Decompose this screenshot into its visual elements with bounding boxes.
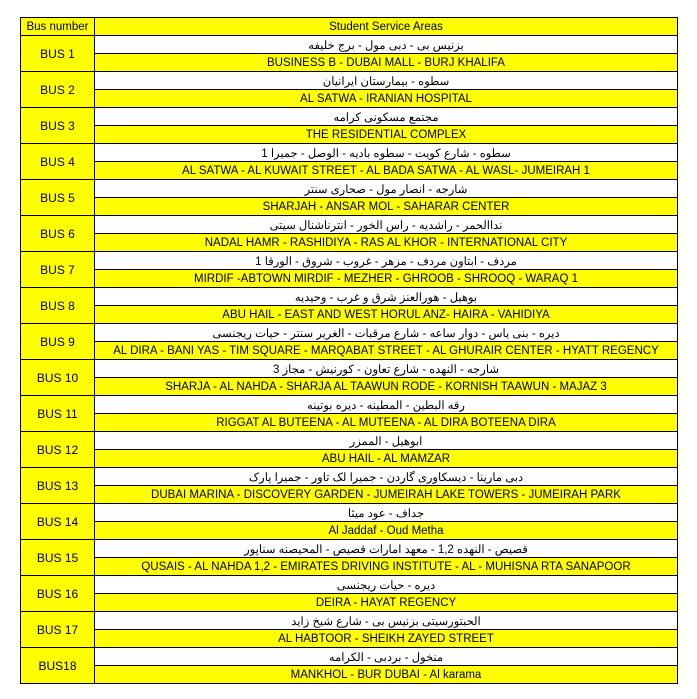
table-row [21, 288, 678, 306]
english-areas-cell: AL SATWA - AL KUWAIT STREET - AL BADA SATWA - AL WASL- JUMEIRAH 1 [95, 162, 678, 180]
table-row [21, 108, 678, 126]
arabic-areas-cell: نداالحمر - راشديه - راس الخور - انترناشنال سيتى [95, 216, 678, 234]
arabic-areas-cell: الحبتورسيتى بزنيس بى - شارع شيخ زايد [95, 612, 678, 630]
arabic-areas-cell: ابوهيل - الممزر [95, 432, 678, 450]
table-row [21, 432, 678, 450]
table-row [21, 342, 678, 360]
table-row [21, 540, 678, 558]
bus-number-cell: BUS 16 [21, 576, 95, 612]
table-row [21, 198, 678, 216]
bus-number-cell: BUS 5 [21, 180, 95, 216]
arabic-areas-cell: منخول - بردبى - الكرامه [95, 648, 678, 666]
table-row [21, 630, 678, 648]
bus-number-cell: BUS 14 [21, 504, 95, 540]
english-areas-cell: MIRDIF -ABTOWN MIRDIF - MEZHER - GHROOB - SHROOQ - WARAQ 1 [95, 270, 678, 288]
arabic-areas-cell: دبى مارينا - ديسكاورى گاردن - جميرا لک تاور - جميرا پارک [95, 468, 678, 486]
english-areas-cell: Al Jaddaf - Oud Metha [95, 522, 678, 540]
table-row [21, 90, 678, 108]
table-row [21, 72, 678, 90]
bus-number-cell: BUS 15 [21, 540, 95, 576]
arabic-areas-cell: سطوه - بيمارستان ايرانيان [95, 72, 678, 90]
bus-number-cell: BUS 13 [21, 468, 95, 504]
bus-number-cell: BUS 12 [21, 432, 95, 468]
bus-number-cell: BUS 7 [21, 252, 95, 288]
arabic-areas-cell: مردف - ابتاون مردف - مزهر - غروب - شروق - الورقا 1 [95, 252, 678, 270]
bus-number-cell: BUS 17 [21, 612, 95, 648]
arabic-areas-cell: قصيص - النهده 1,2 - معهد امارات قصيص - المحيصنه سناپور [95, 540, 678, 558]
arabic-areas-cell: سطوه - شارع كويت - سطوه باديه - الوصل - جميرا 1 [95, 144, 678, 162]
english-areas-cell: THE RESIDENTIAL COMPLEX [95, 126, 678, 144]
table-row [21, 180, 678, 198]
table-row [21, 306, 678, 324]
arabic-areas-cell: مجتمع مسكونى كرامه [95, 108, 678, 126]
table-row [21, 558, 678, 576]
table-row [21, 378, 678, 396]
bus-number-cell: BUS 4 [21, 144, 95, 180]
english-areas-cell: QUSAIS - AL NAHDA 1,2 - EMIRATES DRIVING INSTITUTE - AL - MUHISNA RTA SANAPOOR [95, 558, 678, 576]
bus-number-cell: BUS18 [21, 648, 95, 684]
english-areas-cell: AL HABTOOR - SHEIKH ZAYED STREET [95, 630, 678, 648]
bus-number-cell: BUS 6 [21, 216, 95, 252]
table-row [21, 450, 678, 468]
bus-number-cell: BUS 9 [21, 324, 95, 360]
bus-number-cell: BUS 10 [21, 360, 95, 396]
table-row [21, 36, 678, 54]
arabic-areas-cell: بوهيل - هورالعنز شرق و غرب - وحيديه [95, 288, 678, 306]
header-row [21, 18, 678, 36]
arabic-areas-cell: ديره - حيات ريجنسى [95, 576, 678, 594]
table-row [21, 144, 678, 162]
table-row [21, 666, 678, 684]
english-areas-cell: BUSINESS B - DUBAI MALL - BURJ KHALIFA [95, 54, 678, 72]
arabic-areas-cell: رقه البطين - المطينه - ديره بوتينه [95, 396, 678, 414]
table-row [21, 648, 678, 666]
bus-number-cell: BUS 1 [21, 36, 95, 72]
bus-number-header: Bus number [21, 18, 95, 36]
table-row [21, 54, 678, 72]
table-row [21, 414, 678, 432]
english-areas-cell: RIGGAT AL BUTEENA - AL MUTEENA - AL DIRA BOTEENA DIRA [95, 414, 678, 432]
table-row [21, 126, 678, 144]
english-areas-cell: AL SATWA - IRANIAN HOSPITAL [95, 90, 678, 108]
english-areas-cell: ABU HAIL - AL MAMZAR [95, 450, 678, 468]
table-row [21, 216, 678, 234]
table-row [21, 522, 678, 540]
table-row [21, 576, 678, 594]
english-areas-cell: ABU HAIL - EAST AND WEST HORUL ANZ- HAIRA - VAHIDIYA [95, 306, 678, 324]
english-areas-cell: DEIRA - HAYAT REGENCY [95, 594, 678, 612]
english-areas-cell: AL DIRA - BANI YAS - TIM SQUARE - MARQABAT STREET - AL GHURAIR CENTER - HYATT REGENCY [95, 342, 678, 360]
arabic-areas-cell: ديره - بنى ياس - دوار ساعه - شارع مرقبات - الغرير سنتر - حيات ريجنسى [95, 324, 678, 342]
table-row [21, 486, 678, 504]
table-row [21, 252, 678, 270]
table-body [21, 36, 678, 684]
english-areas-cell: MANKHOL - BUR DUBAI - Al karama [95, 666, 678, 684]
table-row [21, 324, 678, 342]
service-areas-header: Student Service Areas [95, 18, 678, 36]
table-row [21, 234, 678, 252]
table-row [21, 162, 678, 180]
table-row [21, 270, 678, 288]
bus-number-cell: BUS 2 [21, 72, 95, 108]
arabic-areas-cell: بزنيس بى - دبى مول - برج خليفه [95, 36, 678, 54]
table-row [21, 594, 678, 612]
bus-number-cell: BUS 8 [21, 288, 95, 324]
english-areas-cell: SHARJAH - ANSAR MOL - SAHARAR CENTER [95, 198, 678, 216]
table-row [21, 360, 678, 378]
english-areas-cell: SHARJA - AL NAHDA - SHARJA AL TAAWUN RODE - KORNISH TAAWUN - MAJAZ 3 [95, 378, 678, 396]
table-row [21, 468, 678, 486]
bus-number-cell: BUS 11 [21, 396, 95, 432]
arabic-areas-cell: شارجه - انصار مول - صحارى سنتر [95, 180, 678, 198]
table-row [21, 612, 678, 630]
table-row [21, 396, 678, 414]
english-areas-cell: NADAL HAMR - RASHIDIYA - RAS AL KHOR - INTERNATIONAL CITY [95, 234, 678, 252]
english-areas-cell: DUBAI MARINA - DISCOVERY GARDEN - JUMEIRAH LAKE TOWERS - JUMEIRAH PARK [95, 486, 678, 504]
arabic-areas-cell: شارجه - النهده - شارع تعاون - كورنيش - مجاز 3 [95, 360, 678, 378]
bus-routes-table [20, 17, 678, 684]
bus-number-cell: BUS 3 [21, 108, 95, 144]
table-row [21, 504, 678, 522]
arabic-areas-cell: جداف - عود ميثا [95, 504, 678, 522]
